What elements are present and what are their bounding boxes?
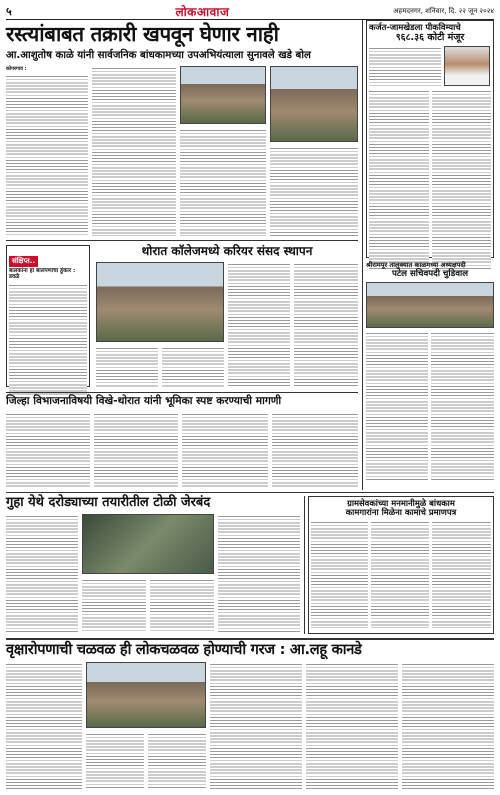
sankshipt-box [6, 245, 90, 387]
sankshipt-headline: बालकांना हा बालपणाचा हुंकार : डवळे [9, 268, 76, 280]
district-text-4 [272, 412, 358, 488]
guha-headline: गुहा येथे दरोड्याच्या तयारीतील टोळी जेरबंद [6, 495, 211, 510]
gramsevak-text-3 [432, 520, 491, 628]
sankshipt-label: संक्षिप्त.. [9, 256, 38, 267]
lead-photo [180, 66, 266, 124]
karjat-text-3 [432, 89, 492, 269]
gramsevak-story [308, 496, 494, 634]
bottom-text-4 [210, 662, 302, 790]
lead-headline: रस्त्यांबाबत तक्रारी खपवून घेणार नाही [6, 22, 279, 46]
shrirampur-headline: श्रीरामपूर तालुक्यात काळमध्या अध्यक्षपदी [366, 261, 466, 269]
thorat-text-2 [162, 346, 224, 388]
thorat-text-3 [228, 262, 290, 388]
shrirampur-headline-2: पटेल सचिवपदी चुडिवाल [391, 268, 469, 279]
district-text-1 [6, 412, 90, 488]
shrirampur-text-2 [431, 331, 494, 481]
masthead [6, 4, 494, 20]
lead-col-1 [6, 66, 88, 236]
guha-text-1 [6, 514, 78, 632]
lead-subhead: आ.आशुतोष काळे यांनी सार्वजनिक बांधकामच्या उपअभियंत्याला सुनावले खडे बोल [6, 50, 311, 61]
guha-text-3 [150, 578, 214, 632]
bottom-text-1 [6, 662, 82, 790]
lead-text-2 [92, 66, 176, 236]
karjat-text-1 [369, 46, 441, 86]
shrirampur-story [366, 262, 494, 490]
bottom-text-2 [86, 732, 144, 790]
gramsevak-headline: ग्रामसेवकांच्या मनमानीमुळे बांधकाम [347, 498, 455, 508]
bottom-text-5 [306, 662, 398, 790]
newspaper-logo: लोकआवाज [175, 5, 230, 19]
shrirampur-photo [366, 282, 494, 328]
lead-text-3 [180, 128, 266, 236]
bottom-headline: वृक्षारोपणाची चळवळ ही लोकचळवळ होण्याची गरज : आ.लहू कानडे [6, 641, 362, 658]
sankshipt-text [9, 283, 87, 395]
gramsevak-text-1 [311, 520, 368, 628]
karjat-portrait [444, 46, 490, 86]
gramsevak-headline-2: कामगारांना मिळेना कामाचे प्रमाणपत्र [345, 506, 457, 517]
bottom-photo [86, 662, 206, 728]
gramsevak-text-2 [371, 520, 428, 628]
issue-date: अहमदनगर, शनिवार, दि. २२ जून २०२४ [393, 7, 494, 15]
thorat-photo [96, 262, 224, 342]
thorat-headline: थोरात कॉलेजमध्ये करियर संसद स्थापन [141, 244, 313, 258]
guha-text-4 [218, 514, 300, 632]
karjat-story [366, 20, 494, 258]
thorat-text-4 [294, 262, 358, 388]
guha-photo [82, 514, 214, 574]
lead-photo-2 [270, 66, 358, 142]
lead-dateline: कोपरगाव : [6, 66, 27, 72]
bottom-text-6 [402, 662, 494, 790]
karjat-headline-2: ९६८.३६ कोटी मंजूर [395, 31, 465, 43]
district-text-2 [94, 412, 178, 488]
guha-text-2 [82, 578, 146, 632]
karjat-headline: कर्जत-जामखेडला पीकविम्याचे [369, 22, 461, 32]
district-text-3 [182, 412, 268, 488]
karjat-text-2 [369, 89, 429, 269]
district-headline: जिल्हा विभाजनाविषयी विखे-थोरात यांनी भूमिका स्पष्ट करण्याची मागणी [6, 395, 282, 407]
thorat-text-1 [96, 346, 158, 388]
page-number: ५ [6, 5, 12, 18]
lead-text-1 [6, 74, 88, 236]
bottom-text-3 [148, 732, 206, 790]
lead-text-4 [270, 146, 358, 236]
shrirampur-text-1 [366, 331, 428, 481]
